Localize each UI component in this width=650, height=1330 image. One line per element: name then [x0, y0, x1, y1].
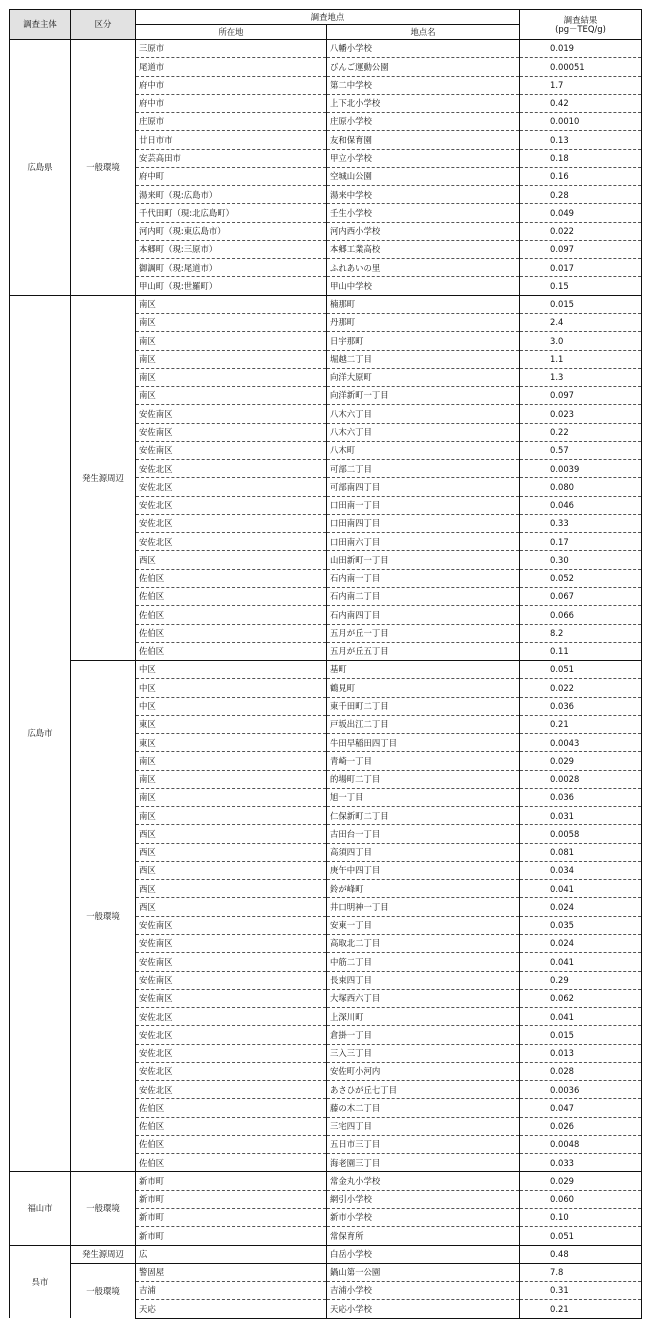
result-value-cell: 0.060 [520, 1190, 642, 1208]
header-location: 調査地点 [136, 10, 520, 25]
location-cell: 安佐北区 [136, 1081, 327, 1099]
result-value-cell: 0.049 [520, 204, 642, 222]
result-value-cell: 0.00051 [520, 58, 642, 76]
point-name-cell: 高取北二丁目 [327, 935, 520, 953]
point-name-cell: 中筋二丁目 [327, 953, 520, 971]
point-name-cell: 上下北小学校 [327, 94, 520, 112]
result-value-cell: 0.024 [520, 898, 642, 916]
table-body [10, 40, 642, 1319]
result-value-cell: 1.7 [520, 76, 642, 94]
location-cell: 新市町 [136, 1209, 327, 1227]
point-name-cell: 空城山公園 [327, 167, 520, 185]
location-cell: 佐伯区 [136, 1099, 327, 1117]
point-name-cell: 海老園三丁目 [327, 1154, 520, 1172]
result-value-cell: 0.0058 [520, 825, 642, 843]
point-name-cell: 友和保育園 [327, 131, 520, 149]
point-name-cell: 東千田町二丁目 [327, 697, 520, 715]
result-value-cell: 0.18 [520, 149, 642, 167]
result-value-cell: 0.081 [520, 843, 642, 861]
kubun-cell: 一般環境 [71, 1172, 136, 1245]
kubun-cell: 一般環境 [71, 1263, 136, 1318]
kubun-cell: 発生源周辺 [71, 1245, 136, 1263]
location-cell: 中区 [136, 679, 327, 697]
location-cell: 南区 [136, 313, 327, 331]
result-value-cell: 0.033 [520, 1154, 642, 1172]
point-name-cell: 鍋山第一公園 [327, 1263, 520, 1281]
result-value-cell: 8.2 [520, 624, 642, 642]
point-name-cell: 安東一丁目 [327, 916, 520, 934]
header-result-line1: 調査結果 [563, 15, 598, 26]
location-cell: 西区 [136, 898, 327, 916]
result-value-cell: 3.0 [520, 332, 642, 350]
point-name-cell: 庄原小学校 [327, 113, 520, 131]
location-cell: 南区 [136, 295, 327, 313]
result-value-cell: 1.1 [520, 350, 642, 368]
point-name-cell: 常金丸小学校 [327, 1172, 520, 1190]
point-name-cell: ふれあいの里 [327, 259, 520, 277]
table-row [10, 295, 642, 313]
point-name-cell: あさひが丘七丁目 [327, 1081, 520, 1099]
location-cell: 安佐北区 [136, 478, 327, 496]
result-value-cell: 0.16 [520, 167, 642, 185]
location-cell: 天応 [136, 1300, 327, 1318]
result-value-cell: 0.0048 [520, 1135, 642, 1153]
result-value-cell: 0.024 [520, 935, 642, 953]
point-name-cell: 楠那町 [327, 295, 520, 313]
table-header [10, 10, 642, 40]
point-name-cell: 白岳小学校 [327, 1245, 520, 1263]
result-value-cell: 0.15 [520, 277, 642, 295]
point-name-cell: 丹那町 [327, 313, 520, 331]
point-name-cell: 石内南一丁目 [327, 569, 520, 587]
result-value-cell: 0.13 [520, 131, 642, 149]
result-value-cell: 0.026 [520, 1117, 642, 1135]
point-name-cell: 口田南六丁目 [327, 533, 520, 551]
location-cell: 南区 [136, 368, 327, 386]
point-name-cell: 新市小学校 [327, 1209, 520, 1227]
results-table-sheet [9, 9, 641, 1319]
point-name-cell: 吉浦小学校 [327, 1282, 520, 1300]
location-cell: 安佐北区 [136, 1044, 327, 1062]
result-value-cell: 0.041 [520, 1008, 642, 1026]
result-value-cell: 0.067 [520, 587, 642, 605]
point-name-cell: 石内南四丁目 [327, 606, 520, 624]
point-name-cell: 高須四丁目 [327, 843, 520, 861]
result-value-cell: 0.29 [520, 971, 642, 989]
result-value-cell: 0.21 [520, 715, 642, 733]
location-cell: 佐伯区 [136, 606, 327, 624]
point-name-cell: 本郷工業高校 [327, 240, 520, 258]
location-cell: 西区 [136, 880, 327, 898]
result-value-cell: 0.022 [520, 222, 642, 240]
result-value-cell: 0.0039 [520, 460, 642, 478]
location-cell: 庄原市 [136, 113, 327, 131]
result-value-cell: 0.017 [520, 259, 642, 277]
point-name-cell: 第二中学校 [327, 76, 520, 94]
point-name-cell: 仁保新町二丁目 [327, 807, 520, 825]
result-value-cell: 0.17 [520, 533, 642, 551]
result-value-cell: 0.33 [520, 514, 642, 532]
location-cell: 府中町 [136, 167, 327, 185]
point-name-cell: 口田南一丁目 [327, 496, 520, 514]
result-value-cell: 0.019 [520, 40, 642, 58]
result-value-cell: 0.0010 [520, 113, 642, 131]
location-cell: 南区 [136, 807, 327, 825]
location-cell: 広 [136, 1245, 327, 1263]
location-cell: 安佐南区 [136, 405, 327, 423]
point-name-cell: 河内西小学校 [327, 222, 520, 240]
table-row [10, 1263, 642, 1281]
location-cell: 安佐南区 [136, 953, 327, 971]
result-value-cell: 0.21 [520, 1300, 642, 1318]
point-name-cell: 戸坂出江二丁目 [327, 715, 520, 733]
result-value-cell: 0.029 [520, 1172, 642, 1190]
result-value-cell: 0.30 [520, 551, 642, 569]
point-name-cell: 上深川町 [327, 1008, 520, 1026]
point-name-cell: 堀越二丁目 [327, 350, 520, 368]
point-name-cell: 大塚西六丁目 [327, 989, 520, 1007]
location-cell: 安佐南区 [136, 935, 327, 953]
location-cell: 西区 [136, 551, 327, 569]
point-name-cell: 湯来中学校 [327, 186, 520, 204]
point-name-cell: 牛田早稲田四丁目 [327, 734, 520, 752]
result-value-cell: 0.11 [520, 642, 642, 660]
point-name-cell: 口田南四丁目 [327, 514, 520, 532]
location-cell: 中区 [136, 661, 327, 679]
location-cell: 佐伯区 [136, 1135, 327, 1153]
result-value-cell: 0.22 [520, 423, 642, 441]
point-name-cell: 八木六丁目 [327, 405, 520, 423]
result-value-cell: 0.013 [520, 1044, 642, 1062]
location-cell: 三原市 [136, 40, 327, 58]
location-cell: 安佐南区 [136, 971, 327, 989]
result-value-cell: 0.062 [520, 989, 642, 1007]
table-row [10, 1245, 642, 1263]
result-value-cell: 0.015 [520, 1026, 642, 1044]
table-row [10, 661, 642, 679]
location-cell: 安佐北区 [136, 496, 327, 514]
point-name-cell: 日宇那町 [327, 332, 520, 350]
result-value-cell: 0.0028 [520, 770, 642, 788]
point-name-cell: 古田台一丁目 [327, 825, 520, 843]
point-name-cell: 可部南四丁目 [327, 478, 520, 496]
result-value-cell: 0.022 [520, 679, 642, 697]
location-cell: 新市町 [136, 1227, 327, 1245]
location-cell: 東区 [136, 734, 327, 752]
kubun-cell: 一般環境 [71, 40, 136, 296]
table-row [10, 1172, 642, 1190]
point-name-cell: 甲山中学校 [327, 277, 520, 295]
location-cell: 安佐北区 [136, 1026, 327, 1044]
result-value-cell: 0.047 [520, 1099, 642, 1117]
result-value-cell: 0.57 [520, 441, 642, 459]
result-value-cell: 0.066 [520, 606, 642, 624]
result-value-cell: 0.10 [520, 1209, 642, 1227]
location-cell: 佐伯区 [136, 624, 327, 642]
location-cell: 吉浦 [136, 1282, 327, 1300]
point-name-cell: 藤の木二丁目 [327, 1099, 520, 1117]
survey-org-cell: 呉市 [10, 1245, 71, 1318]
result-value-cell: 0.051 [520, 1227, 642, 1245]
result-value-cell: 0.48 [520, 1245, 642, 1263]
header-city: 所在地 [136, 25, 327, 40]
point-name-cell: 旭一丁目 [327, 788, 520, 806]
location-cell: 警固屋 [136, 1263, 327, 1281]
location-cell: 安佐南区 [136, 989, 327, 1007]
result-value-cell: 0.28 [520, 186, 642, 204]
location-cell: 安芸高田市 [136, 149, 327, 167]
result-value-cell: 0.051 [520, 661, 642, 679]
location-cell: 甲山町（現:世羅町） [136, 277, 327, 295]
location-cell: 佐伯区 [136, 587, 327, 605]
result-value-cell: 0.080 [520, 478, 642, 496]
location-cell: 廿日市市 [136, 131, 327, 149]
location-cell: 東区 [136, 715, 327, 733]
point-name-cell: 鈴が峰町 [327, 880, 520, 898]
point-name-cell: 安佐町小河内 [327, 1062, 520, 1080]
point-name-cell: 基町 [327, 661, 520, 679]
result-value-cell: 0.0036 [520, 1081, 642, 1099]
location-cell: 南区 [136, 332, 327, 350]
location-cell: 千代田町（現:北広島町） [136, 204, 327, 222]
location-cell: 尾道市 [136, 58, 327, 76]
result-value-cell: 1.3 [520, 368, 642, 386]
kubun-cell: 発生源周辺 [71, 295, 136, 660]
point-name-cell: 山田新町一丁目 [327, 551, 520, 569]
location-cell: 安佐北区 [136, 1062, 327, 1080]
location-cell: 中区 [136, 697, 327, 715]
result-value-cell: 0.052 [520, 569, 642, 587]
point-name-cell: 三宅四丁目 [327, 1117, 520, 1135]
location-cell: 安佐北区 [136, 514, 327, 532]
point-name-cell: 向洋大原町 [327, 368, 520, 386]
survey-org-cell: 広島市 [10, 295, 71, 1172]
result-value-cell: 0.041 [520, 880, 642, 898]
location-cell: 南区 [136, 752, 327, 770]
result-value-cell: 0.036 [520, 697, 642, 715]
location-cell: 新市町 [136, 1190, 327, 1208]
location-cell: 安佐南区 [136, 423, 327, 441]
location-cell: 南区 [136, 770, 327, 788]
location-cell: 安佐南区 [136, 916, 327, 934]
point-name-cell: 八幡小学校 [327, 40, 520, 58]
location-cell: 安佐北区 [136, 533, 327, 551]
result-value-cell: 0.031 [520, 807, 642, 825]
location-cell: 河内町（現:東広島市） [136, 222, 327, 240]
result-value-cell: 0.046 [520, 496, 642, 514]
point-name-cell: 八木町 [327, 441, 520, 459]
result-value-cell: 2.4 [520, 313, 642, 331]
result-value-cell: 0.015 [520, 295, 642, 313]
point-name-cell: 五日市三丁目 [327, 1135, 520, 1153]
location-cell: 湯来町（現:広島市） [136, 186, 327, 204]
result-value-cell: 0.041 [520, 953, 642, 971]
result-value-cell: 0.023 [520, 405, 642, 423]
location-cell: 安佐南区 [136, 441, 327, 459]
point-name-cell: 庚午中四丁目 [327, 861, 520, 879]
location-cell: 安佐北区 [136, 460, 327, 478]
location-cell: 新市町 [136, 1172, 327, 1190]
point-name-cell: 三入三丁目 [327, 1044, 520, 1062]
point-name-cell: 倉掛一丁目 [327, 1026, 520, 1044]
header-org: 調査主体 [10, 10, 71, 40]
location-cell: 府中市 [136, 76, 327, 94]
kubun-cell: 一般環境 [71, 661, 136, 1172]
point-name-cell: 網引小学校 [327, 1190, 520, 1208]
point-name-cell: 常保育所 [327, 1227, 520, 1245]
result-value-cell: 0.0043 [520, 734, 642, 752]
result-value-cell: 7.8 [520, 1263, 642, 1281]
location-cell: 南区 [136, 350, 327, 368]
result-value-cell: 0.097 [520, 240, 642, 258]
point-name-cell: 向洋新町一丁目 [327, 387, 520, 405]
location-cell: 府中市 [136, 94, 327, 112]
point-name-cell: 五月が丘一丁目 [327, 624, 520, 642]
header-result [520, 10, 642, 40]
location-cell: 西区 [136, 825, 327, 843]
point-name-cell: 井口明神一丁目 [327, 898, 520, 916]
header-result-line2: (pg－TEQ/g) [555, 23, 606, 34]
dioxin-survey-table [9, 9, 642, 1319]
point-name-cell: 天応小学校 [327, 1300, 520, 1318]
point-name-cell: 鶴見町 [327, 679, 520, 697]
survey-org-cell: 福山市 [10, 1172, 71, 1245]
result-value-cell: 0.31 [520, 1282, 642, 1300]
location-cell: 本郷町（現:三原市） [136, 240, 327, 258]
location-cell: 安佐北区 [136, 1008, 327, 1026]
location-cell: 佐伯区 [136, 642, 327, 660]
point-name-cell: 的場町二丁目 [327, 770, 520, 788]
location-cell: 西区 [136, 843, 327, 861]
location-cell: 佐伯区 [136, 569, 327, 587]
point-name-cell: 甲立小学校 [327, 149, 520, 167]
point-name-cell: 長束四丁目 [327, 971, 520, 989]
result-value-cell: 0.034 [520, 861, 642, 879]
location-cell: 西区 [136, 861, 327, 879]
header-point: 地点名 [327, 25, 520, 40]
result-value-cell: 0.097 [520, 387, 642, 405]
result-value-cell: 0.029 [520, 752, 642, 770]
point-name-cell: 石内南二丁目 [327, 587, 520, 605]
location-cell: 南区 [136, 387, 327, 405]
point-name-cell: 可部二丁目 [327, 460, 520, 478]
result-value-cell: 0.42 [520, 94, 642, 112]
result-value-cell: 0.035 [520, 916, 642, 934]
location-cell: 御調町（現:尾道市） [136, 259, 327, 277]
location-cell: 南区 [136, 788, 327, 806]
point-name-cell: 五月が丘五丁目 [327, 642, 520, 660]
location-cell: 佐伯区 [136, 1117, 327, 1135]
result-value-cell: 0.036 [520, 788, 642, 806]
point-name-cell: 青崎一丁目 [327, 752, 520, 770]
location-cell: 佐伯区 [136, 1154, 327, 1172]
result-value-cell: 0.028 [520, 1062, 642, 1080]
point-name-cell: びんご運動公園 [327, 58, 520, 76]
point-name-cell: 壬生小学校 [327, 204, 520, 222]
table-row [10, 40, 642, 58]
header-kubun: 区分 [71, 10, 136, 40]
survey-org-cell: 広島県 [10, 40, 71, 296]
point-name-cell: 八木六丁目 [327, 423, 520, 441]
